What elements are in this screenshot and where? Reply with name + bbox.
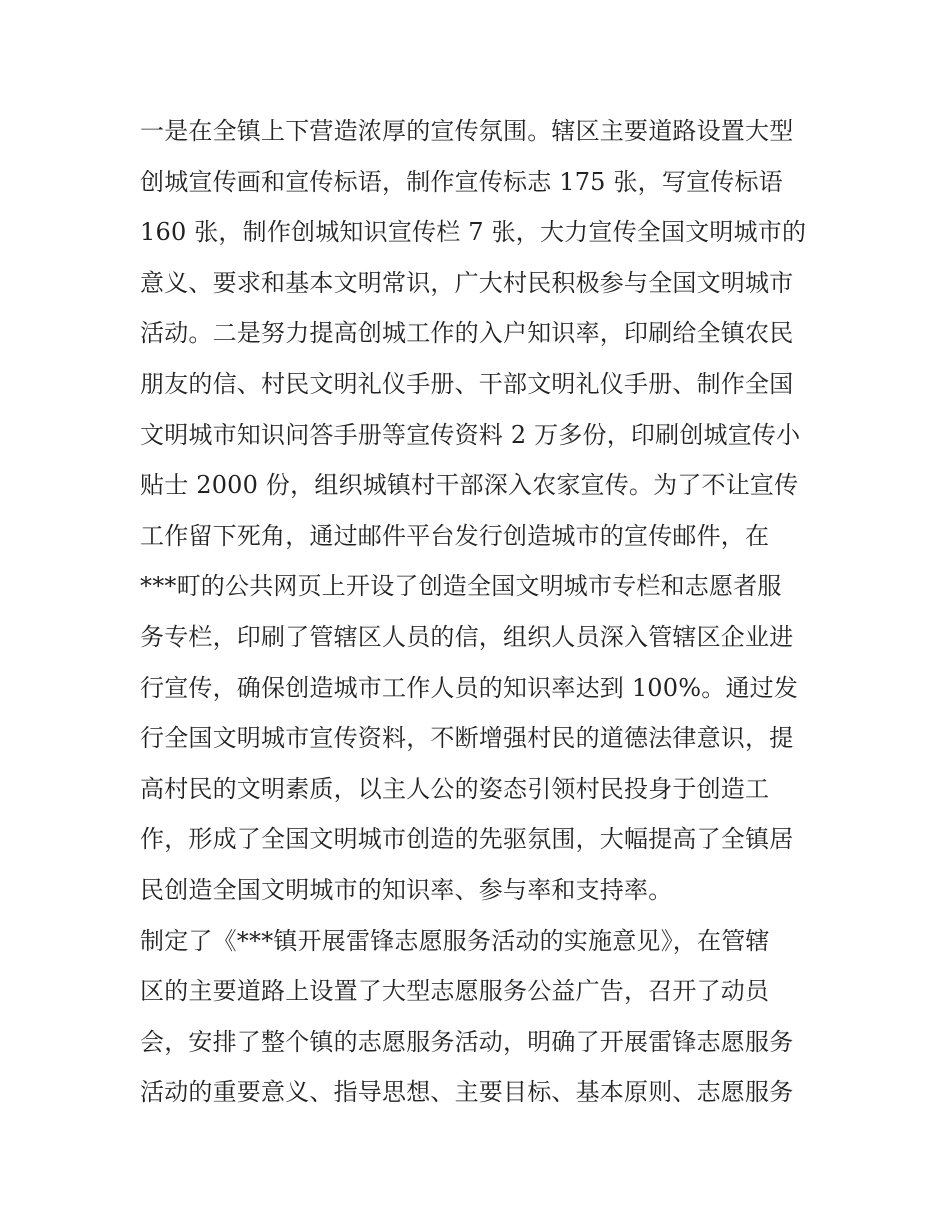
text-line: 一是在全镇上下营造浓厚的宣传氛围。辖区主要道路设置大型 — [140, 117, 794, 145]
text-line: 活动。二是努力提高创城工作的入户知识率，印刷给全镇农民 — [140, 319, 794, 348]
text-line: 行宣传，确保创造城市工作人员的知识率达到 100%。通过发 — [140, 673, 799, 702]
text-line: 高村民的文明素质，以主人公的姿态引领村民投身于创造工 — [140, 774, 770, 803]
text-line: 创城宣传画和宣传标语，制作宣传标志 175 张，写宣传标语 — [140, 167, 783, 196]
text-line: 文明城市知识问答手册等宣传资料 2 万多份，印刷创城宣传小 — [140, 420, 801, 449]
text-line: 区的主要道路上设置了大型志愿服务公益广告，召开了动员 — [140, 977, 770, 1006]
text-line: 务专栏，印刷了管辖区人员的信，组织人员深入管辖区企业进 — [140, 622, 794, 651]
text-line: 朋友的信、村民文明礼仪手册、干部文明礼仪手册、制作全国 — [140, 369, 794, 398]
text-line: 160 张，制作创城知识宣传栏 7 张，大力宣传全国文明城市的 — [140, 218, 807, 247]
text-line: ***町的公共网页上开设了创造全国文明城市专栏和志愿者服 — [140, 572, 782, 601]
text-line: 作，形成了全国文明城市创造的先驱氛围，大幅提高了全镇居 — [140, 825, 794, 854]
text-line: 制定了《***镇开展雷锋志愿服务活动的实施意见》，在管辖 — [140, 926, 770, 955]
text-line: 活动的重要意义、指导思想、主要目标、基本原则、志愿服务 — [140, 1078, 794, 1107]
text-line: 行全国文明城市宣传资料，不断增强村民的道德法律意识，提 — [140, 724, 794, 753]
text-line: 贴士 2000 份，组织城镇村干部深入农家宣传。为了不让宣传 — [140, 471, 799, 500]
text-line: 民创造全国文明城市的知识率、参与率和支持率。 — [140, 875, 673, 904]
body-text — [140, 106, 820, 1118]
text-line: 工作留下死角，通过邮件平台发行创造城市的宣传邮件，在 — [140, 521, 770, 550]
text-line: 意义、要求和基本文明常识，广大村民积极参与全国文明城市 — [140, 268, 794, 297]
text-line: 会，安排了整个镇的志愿服务活动，明确了开展雷锋志愿服务 — [140, 1027, 794, 1056]
